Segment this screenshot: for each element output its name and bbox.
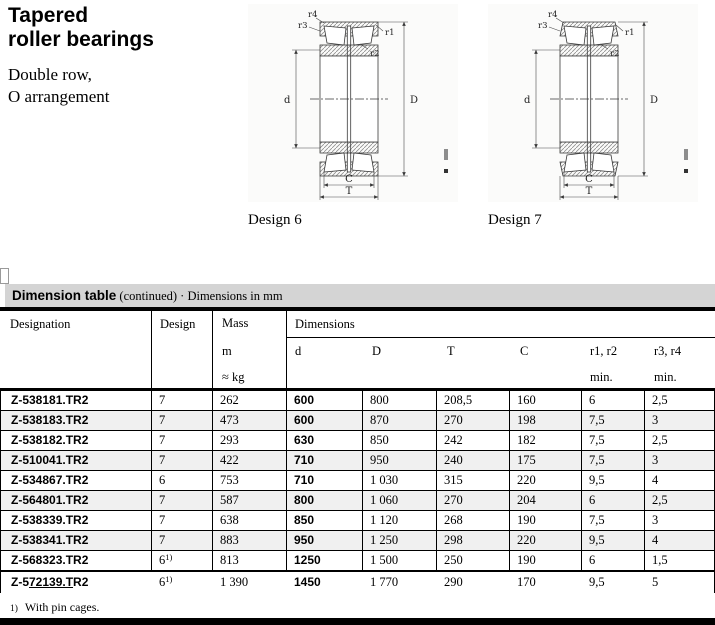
- header-divider: [286, 311, 287, 388]
- cell-C: 220: [510, 471, 582, 490]
- drawing-id-mark: [444, 149, 448, 160]
- cell-designation: Z-538181.TR2: [1, 391, 152, 410]
- cell-d: 1250: [287, 551, 363, 570]
- footnote-marker: 1): [10, 604, 18, 614]
- cell-design: 6: [152, 471, 213, 490]
- page-subtitle-line2: O arrangement: [8, 87, 110, 106]
- table-row: [1, 431, 714, 451]
- cell-D: 800: [363, 391, 437, 410]
- bearing-cross-section-design-6: [248, 4, 458, 202]
- cell-r12: 7,5: [582, 511, 645, 530]
- page-subtitle-line1: Double row,: [8, 65, 92, 84]
- table-title: Dimension table: [12, 288, 117, 303]
- cell-r12: 9,5: [589, 575, 605, 589]
- cell-mass: 262: [213, 391, 287, 410]
- cell-r12: 9,5: [582, 471, 645, 490]
- cell-C: 170: [517, 575, 536, 589]
- figure-design-6: [248, 4, 460, 229]
- dim-label-r4: r4: [308, 10, 318, 20]
- header-divider: [212, 311, 213, 388]
- cell-D: 950: [363, 451, 437, 470]
- col-header-r34-min: min.: [654, 370, 677, 384]
- cell-r34: 2,5: [652, 433, 668, 447]
- dim-label-C: C: [585, 174, 593, 185]
- cell-r34: 3: [652, 413, 659, 427]
- cell-r34: 5: [652, 575, 659, 589]
- cell-T: 268: [437, 511, 510, 530]
- cell-T: 290: [444, 575, 463, 589]
- cell-design: 7: [152, 491, 213, 510]
- cell-designation: Z-538341.TR2: [1, 531, 152, 550]
- dim-label-r1: r1: [385, 28, 395, 38]
- cell-r12: 7,5: [582, 431, 645, 450]
- page-title: [8, 4, 154, 52]
- table-row: [1, 531, 714, 551]
- col-header-design: Design: [160, 317, 196, 331]
- page-title-line1: Tapered: [8, 4, 89, 27]
- page-bottom-rule: [0, 618, 715, 625]
- cell-D: 1 250: [363, 531, 437, 550]
- page-title-line2: roller bearings: [8, 28, 154, 51]
- bearing-cross-section-design-7: [488, 4, 698, 202]
- cell-mass: 473: [213, 411, 287, 430]
- dim-label-r4: r4: [548, 10, 558, 20]
- cell-designation: Z-510041.TR2: [1, 451, 152, 470]
- dim-label-r3: r3: [538, 21, 548, 31]
- cell-designation: Z-568323.TR2: [1, 551, 152, 570]
- col-header-mass-symbol: m: [222, 344, 232, 358]
- col-header-designation: Designation: [10, 317, 71, 331]
- col-header-T: T: [447, 344, 455, 358]
- cell-T: 242: [437, 431, 510, 450]
- cell-d: 950: [287, 531, 363, 550]
- cell-design: 7: [152, 391, 213, 410]
- cell-r12: 7,5: [582, 451, 645, 470]
- cell-D: 1 120: [363, 511, 437, 530]
- table-body: [0, 391, 715, 593]
- cell-designation: Z-572139.TR2: [11, 575, 89, 589]
- cell-designation: Z-564801.TR2: [1, 491, 152, 510]
- cell-r34: 4: [652, 473, 659, 487]
- figure-caption-design-7: Design 7: [488, 212, 542, 228]
- col-header-r3-r4: r3, r4: [654, 344, 682, 358]
- cell-C: 190: [510, 551, 582, 570]
- cell-d: 1450: [294, 575, 321, 589]
- cell-D: 1 030: [363, 471, 437, 490]
- cell-mass: 587: [213, 491, 287, 510]
- table-row: [1, 572, 714, 593]
- cell-r12: 7,5: [582, 411, 645, 430]
- dim-label-C: C: [345, 174, 353, 185]
- figure-design-7: [488, 4, 715, 229]
- cell-T: 315: [437, 471, 510, 490]
- cell-C: 175: [510, 451, 582, 470]
- cell-C: 160: [510, 391, 582, 410]
- cell-r34: 1,5: [652, 553, 668, 567]
- cell-designation: Z-534867.TR2: [1, 471, 152, 490]
- figure-caption-design-6: Design 6: [248, 212, 302, 228]
- drawing-id-mark: [684, 149, 688, 160]
- cell-d: 600: [287, 391, 363, 410]
- table-title-bar: [5, 284, 715, 307]
- dim-label-r1: r1: [625, 28, 635, 38]
- cell-d: 630: [287, 431, 363, 450]
- dim-label-r2: r2: [610, 49, 620, 59]
- dim-label-T: T: [345, 186, 353, 197]
- cell-d: 710: [287, 451, 363, 470]
- table-row: [1, 491, 714, 511]
- cell-T: 250: [437, 551, 510, 570]
- cell-mass: 1 390: [220, 575, 249, 589]
- table-title-separator: ·: [180, 289, 185, 303]
- cell-designation: Z-538339.TR2: [1, 511, 152, 530]
- cell-D: 850: [363, 431, 437, 450]
- cell-d: 600: [287, 411, 363, 430]
- cell-design: 7: [152, 431, 213, 450]
- cell-r12: 6: [582, 391, 645, 410]
- cell-r12: 6: [582, 491, 645, 510]
- cell-r34: 4: [652, 533, 659, 547]
- page-subtitle: [8, 64, 154, 108]
- cell-r12: 6: [582, 551, 645, 570]
- cell-C: 204: [510, 491, 582, 510]
- drawing-id-dot: [444, 169, 448, 173]
- page-corner-artifact: [0, 268, 9, 284]
- cell-D: 870: [363, 411, 437, 430]
- dim-label-T: T: [585, 186, 593, 197]
- cell-C: 220: [510, 531, 582, 550]
- cell-design: 7: [152, 411, 213, 430]
- table-row: [1, 511, 714, 531]
- dimensions-underline: [287, 337, 715, 338]
- cell-r34: 2,5: [652, 393, 668, 407]
- cell-mass: 813: [213, 551, 287, 570]
- cell-r34: 3: [652, 513, 659, 527]
- cell-T: 270: [437, 491, 510, 510]
- cell-design: 6$^{1)}$: [152, 551, 213, 570]
- table-row: [1, 451, 714, 471]
- title-block: [8, 4, 154, 108]
- dim-label-d: d: [524, 95, 531, 106]
- col-header-C: C: [520, 344, 529, 358]
- cell-C: 182: [510, 431, 582, 450]
- cell-designation: Z-538183.TR2: [1, 411, 152, 430]
- footnote: [10, 600, 99, 615]
- cell-r12: 9,5: [582, 531, 645, 550]
- dim-label-D: D: [650, 95, 659, 106]
- table-row: [1, 551, 714, 572]
- col-header-r1-r2: r1, r2: [590, 344, 618, 358]
- cell-mass: 883: [213, 531, 287, 550]
- footnote-text: With pin cages.: [24, 600, 100, 614]
- cell-r34: 2,5: [652, 493, 668, 507]
- dim-label-r3: r3: [298, 21, 308, 31]
- cell-T: 298: [437, 531, 510, 550]
- cell-mass: 753: [213, 471, 287, 490]
- cell-mass: 422: [213, 451, 287, 470]
- table-row: [1, 471, 714, 491]
- col-header-mass: Mass: [222, 316, 249, 330]
- header-divider: [151, 311, 152, 388]
- cell-d: 710: [287, 471, 363, 490]
- col-header-d: d: [295, 344, 302, 358]
- col-header-r12-min: min.: [590, 370, 613, 384]
- col-header-dimensions: Dimensions: [295, 317, 355, 331]
- cell-design: 7: [152, 531, 213, 550]
- cell-r34: 3: [652, 453, 659, 467]
- dim-label-d: d: [284, 95, 291, 106]
- cell-D: 1 500: [363, 551, 437, 570]
- cell-D: 1 060: [363, 491, 437, 510]
- cell-D: 1 770: [370, 575, 399, 589]
- cell-design: 6$^{1)}$: [159, 574, 173, 589]
- dim-label-r2: r2: [370, 49, 380, 59]
- cell-T: 208,5: [437, 391, 510, 410]
- cell-T: 240: [437, 451, 510, 470]
- table-title-continued: (continued): [119, 289, 178, 303]
- cell-C: 198: [510, 411, 582, 430]
- table-row: [1, 411, 714, 431]
- col-header-D: D: [372, 344, 382, 358]
- cell-T: 270: [437, 411, 510, 430]
- table-header: [0, 311, 715, 391]
- cell-design: 7: [152, 451, 213, 470]
- drawing-id-dot: [684, 169, 688, 173]
- dim-label-D: D: [410, 95, 419, 106]
- table-title-units: Dimensions in mm: [187, 289, 283, 303]
- cell-C: 190: [510, 511, 582, 530]
- cell-design: 7: [152, 511, 213, 530]
- cell-designation: Z-538182.TR2: [1, 431, 152, 450]
- cell-mass: 638: [213, 511, 287, 530]
- col-header-mass-unit: ≈ kg: [222, 370, 245, 384]
- cell-mass: 293: [213, 431, 287, 450]
- table-row: [1, 391, 714, 411]
- cell-d: 850: [287, 511, 363, 530]
- cell-d: 800: [287, 491, 363, 510]
